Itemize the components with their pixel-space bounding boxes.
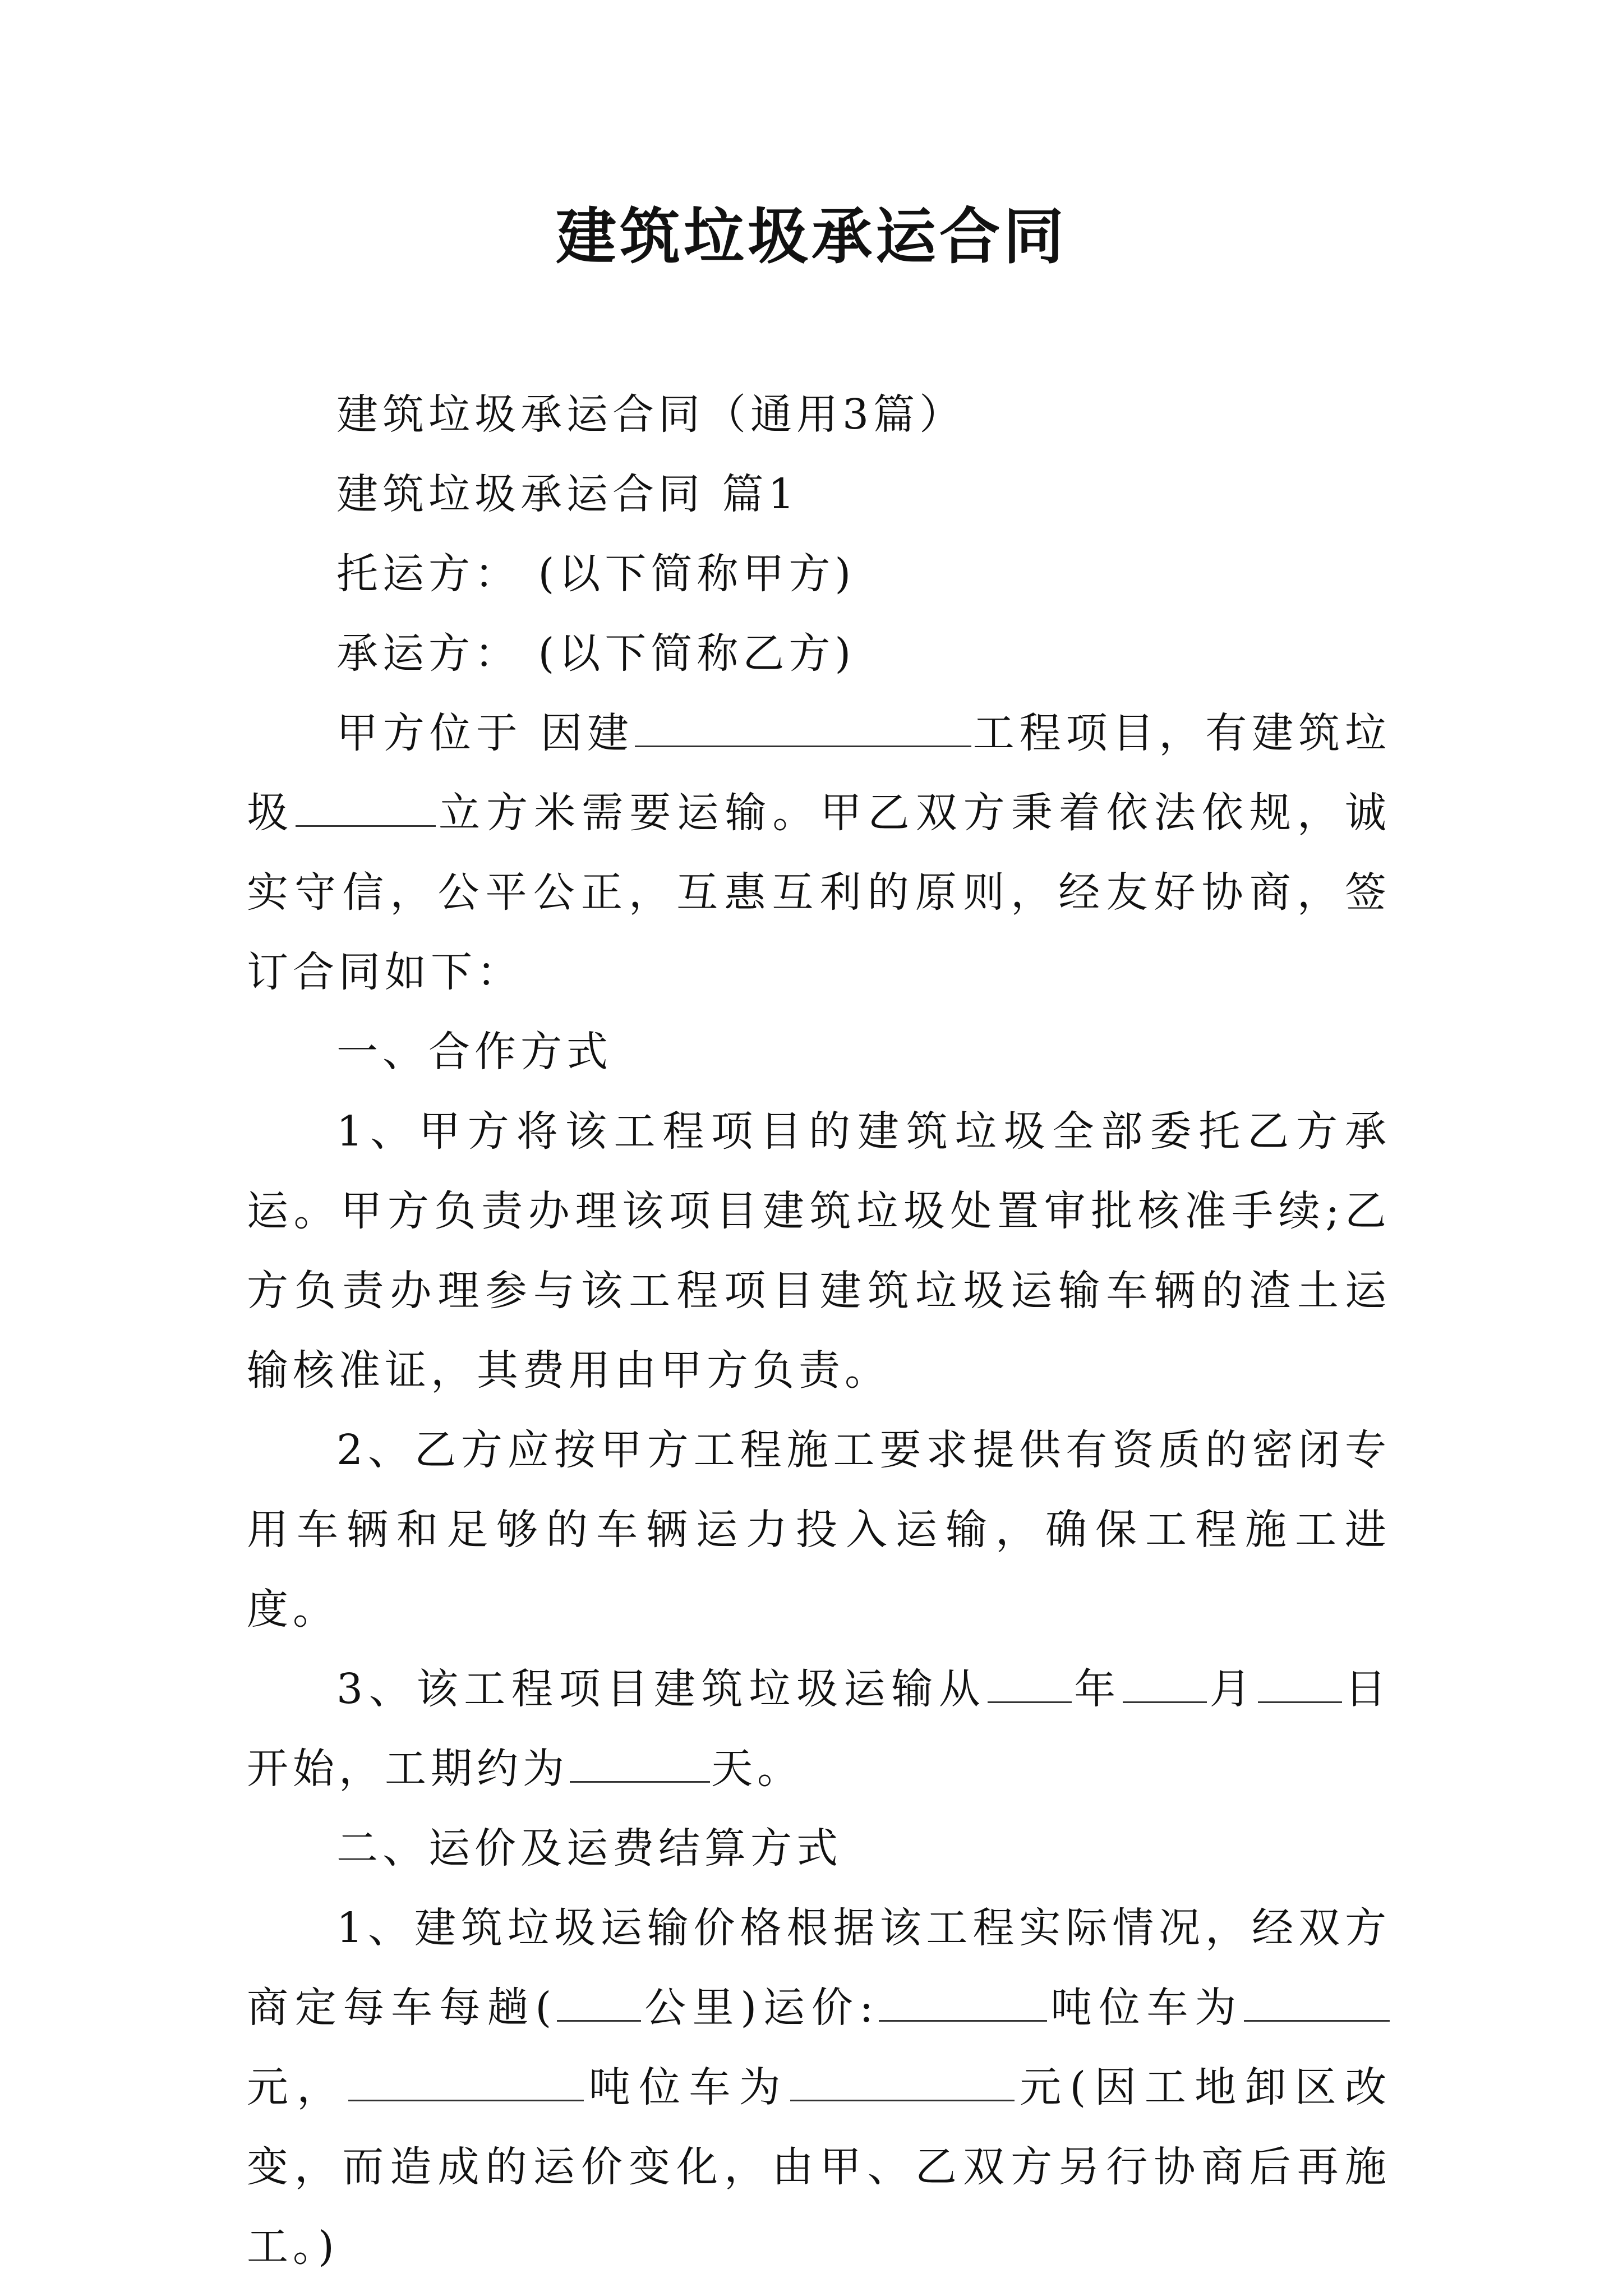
duration-blank [570,1745,710,1783]
intro-text-3: 立方米需要运输。甲乙双方秉着依法依规，诚实守信，公平公正，互惠互利的原则，经友好协商，签订合同如下： [247,789,1391,996]
distance-blank [557,1984,641,2022]
clause-1-3-text-3: 天。 [711,1745,803,1793]
month-label: 月 [1207,1665,1257,1713]
heading-pricing: 二、运价及运费结算方式 [336,1824,842,1872]
document-title: 建筑垃圾承运合同 [555,201,1067,272]
tonnage-blank-1 [879,1984,1047,2022]
clause-1-3-text-1: 3、该工程项目建筑垃圾运输从 [336,1665,986,1713]
intro-text-2: 工程项目，有建筑垃圾 [247,709,1391,837]
clause-2-1-text-5: 吨位车为 [584,2063,789,2111]
section-title: 建筑垃圾承运合同 篇1 [336,470,799,518]
heading-cooperation: 一、合作方式 [336,1028,612,1076]
volume-blank [296,789,436,827]
day-blank [1258,1665,1342,1703]
intro-text-1: 甲方位于 因建 [336,709,634,757]
year-label: 年 [1072,1665,1122,1713]
clause-2-1-text-3: 吨位车为 [1048,1984,1243,2032]
year-blank [988,1665,1072,1703]
clause-2-1-text-6: 元(因工地卸区改变，而造成的运价变化，由甲、乙双方另行协商后再施工。) [247,2063,1391,2271]
month-blank [1123,1665,1207,1703]
clause-1-1: 1、甲方将该工程项目的建筑垃圾全部委托乙方承运。甲方负责办理该项目建筑垃圾处置审批核准手续;乙方负责办理参与该工程项目建筑垃圾运输车辆的渣土运输核准证，其费用由甲方负责。 [247,1107,1391,1395]
clause-2-1-text-1: 1、建筑垃圾运输价格根据该工程实际情况，经双方商定每车每趟( [247,1904,1391,2032]
price-blank-1 [1244,1984,1390,2022]
clause-2-1-text-2: 公里)运价: [642,1984,878,2032]
subtitle: 建筑垃圾承运合同（通用3篇） [336,390,966,439]
clause-2-1 [247,1888,1391,2286]
clause-1-3 [247,1649,1391,1809]
carrier-line: 承运方： (以下简称乙方) [336,629,856,678]
project-name-blank [635,710,971,747]
intro-paragraph [247,693,1391,1012]
clause-1-2: 2、乙方应按甲方工程施工要求提供有资质的密闭专用车辆和足够的车辆运力投入运输，确保工程施工进度。 [247,1426,1391,1634]
clause-2-1-text-4: 元， [247,2063,347,2111]
price-blank-2 [790,2064,1015,2101]
consignor-line: 托运方： (以下简称甲方) [336,550,856,598]
tonnage-blank-2 [348,2064,584,2101]
document-body [247,375,1391,2286]
clause-1-3-text-2: 日开始，工期约为 [247,1665,1391,1793]
